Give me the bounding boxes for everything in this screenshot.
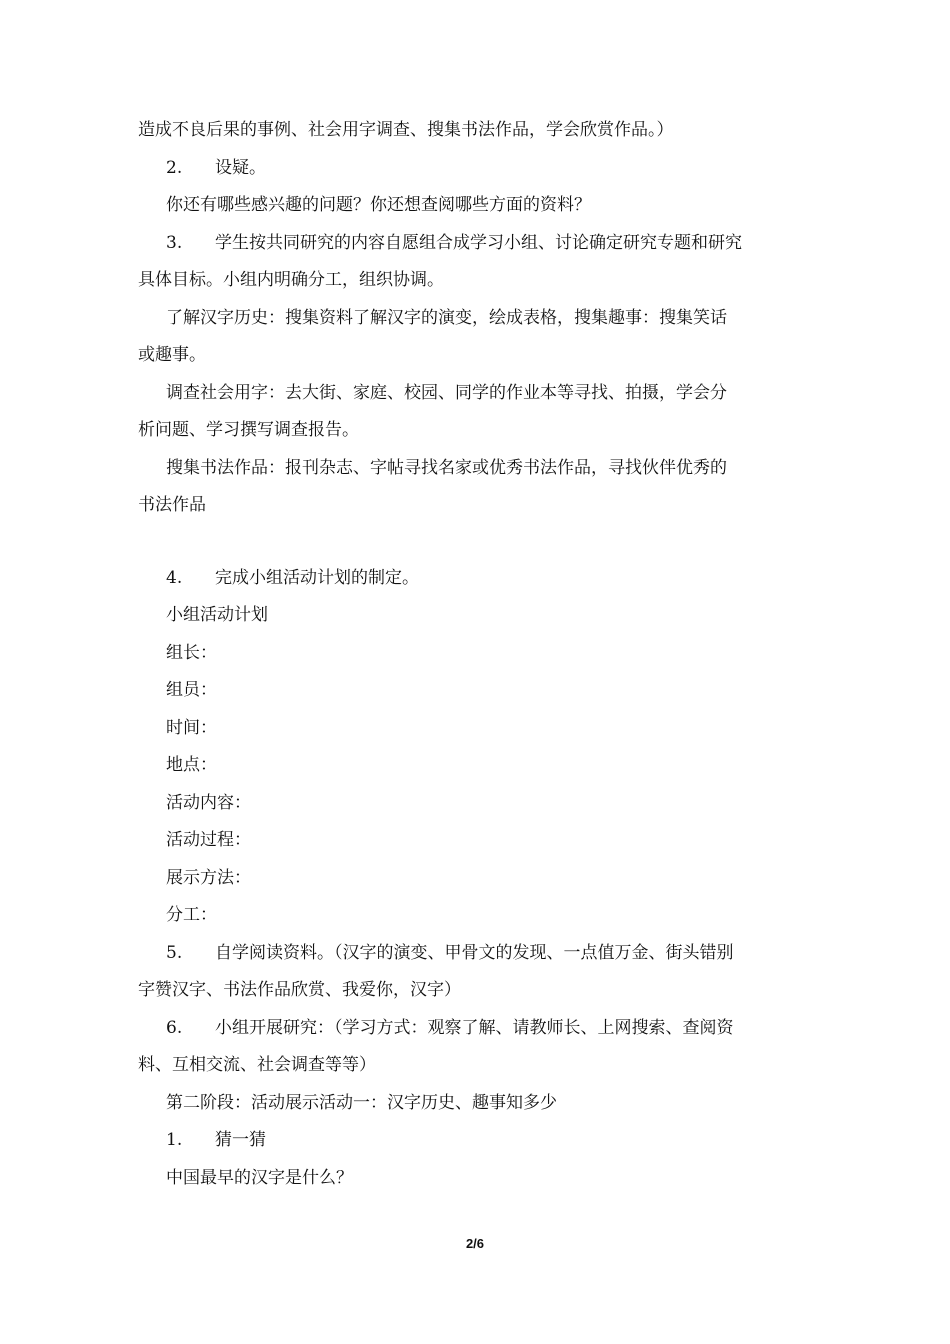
plan-field-place: 地点： xyxy=(166,755,217,775)
plan-field-process: 活动过程： xyxy=(166,830,251,850)
paragraph-line: 字赞汉字、书法作品欣赏、我爱你，汉字） xyxy=(138,980,461,1000)
paragraph-line: 中国最早的汉字是什么？ xyxy=(166,1168,353,1188)
section-heading: 第二阶段：活动展示活动一：汉字历史、趣事知多少 xyxy=(166,1093,557,1113)
list-number: 2. xyxy=(166,158,183,178)
paragraph-line: 书法作品 xyxy=(138,495,206,515)
paragraph-line: 了解汉字历史：搜集资料了解汉字的演变，绘成表格，搜集趣事：搜集笑话 xyxy=(166,308,727,328)
list-number: 5. xyxy=(166,943,183,963)
paragraph-line: 具体目标。小组内明确分工，组织协调。 xyxy=(138,270,444,290)
plan-field-members: 组员： xyxy=(166,680,217,700)
list-item-text: 完成小组活动计划的制定。 xyxy=(215,568,419,588)
list-number: 3. xyxy=(166,233,183,253)
list-item-text: 猜一猜 xyxy=(215,1130,266,1150)
paragraph-line: 析问题、学习撰写调查报告。 xyxy=(138,420,359,440)
list-item-text: 小组开展研究：（学习方式：观察了解、请教师长、上网搜索、查阅资 xyxy=(215,1018,734,1038)
paragraph-line: 或趣事。 xyxy=(138,345,206,365)
paragraph-line: 搜集书法作品：报刊杂志、字帖寻找名家或优秀书法作品，寻找伙伴优秀的 xyxy=(166,458,727,478)
list-item-text: 学生按共同研究的内容自愿组合成学习小组、讨论确定研究专题和研究 xyxy=(215,233,742,253)
list-item-text: 自学阅读资料。（汉字的演变、甲骨文的发现、一点值万金、街头错别 xyxy=(215,943,734,963)
list-number: 1. xyxy=(166,1130,183,1150)
plan-field-time: 时间： xyxy=(166,718,217,738)
plan-field-method: 展示方法： xyxy=(166,868,251,888)
plan-field-leader: 组长： xyxy=(166,643,217,663)
plan-field-content: 活动内容： xyxy=(166,793,251,813)
plan-field-division: 分工： xyxy=(166,905,217,925)
paragraph-line: 造成不良后果的事例、社会用字调查、搜集书法作品，学会欣赏作品。） xyxy=(138,120,674,140)
plan-title: 小组活动计划 xyxy=(166,605,268,625)
page-number: 2/6 xyxy=(465,1236,485,1251)
list-item-text: 设疑。 xyxy=(215,158,266,178)
list-number: 4. xyxy=(166,568,183,588)
list-number: 6. xyxy=(166,1018,183,1038)
paragraph-line: 你还有哪些感兴趣的问题？你还想查阅哪些方面的资料？ xyxy=(166,195,591,215)
paragraph-line: 调查社会用字：去大街、家庭、校园、同学的作业本等寻找、拍摄，学会分 xyxy=(166,383,727,403)
paragraph-line: 料、互相交流、社会调查等等） xyxy=(138,1055,376,1075)
